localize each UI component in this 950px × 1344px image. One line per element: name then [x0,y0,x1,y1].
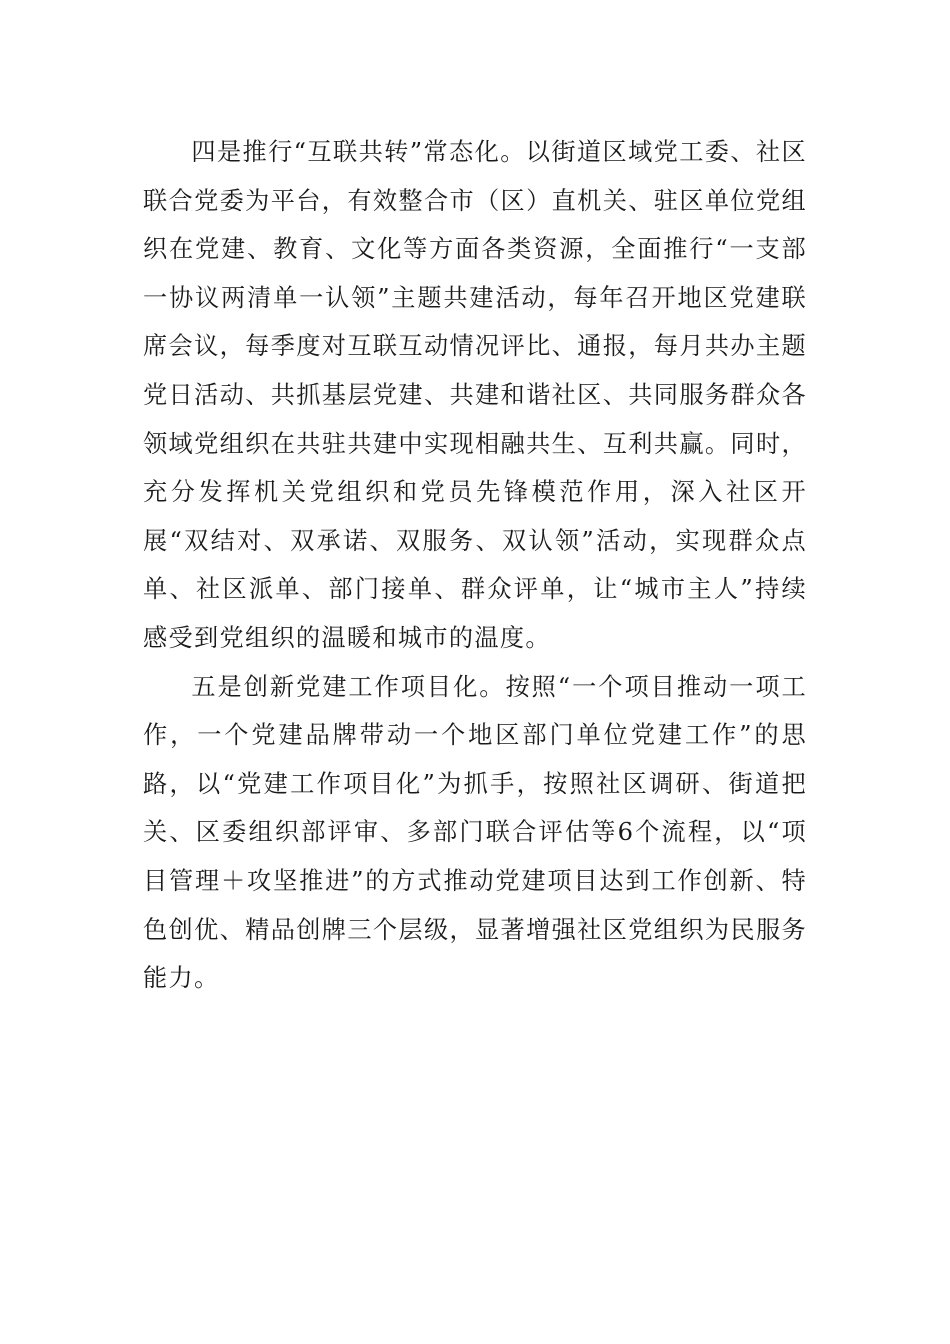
paragraph-four: 四是推行“互联共转”常态化。以街道区域党工委、社区联合党委为平台，有效整合市（区）直机关、驻区单位党组织在党建、教育、文化等方面各类资源，全面推行“一支部一协议两清单一认领”主题共建活动，每年召开地区党建联席会议，每季度对互联互动情况评比、通报，每月共办主题党日活动、共抓基层党建、共建和谐社区、共同服务群众各领域党组织在共驻共建中实现相融共生、互利共赢。同时，充分发挥机关党组织和党员先锋模范作用，深入社区开展“双结对、双承诺、双服务、双认领”活动，实现群众点单、社区派单、部门接单、群众评单，让“城市主人”持续感受到党组织的温暖和城市的温度。 [143,138,807,652]
document-body [143,128,807,1003]
paragraph-five: 五是创新党建工作项目化。按照“一个项目推动一项工作，一个党建品牌带动一个地区部门单位党建工作”的思路，以“党建工作项目化”为抓手，按照社区调研、街道把关、区委组织部评审、多部门联合评估等6个流程，以“项目管理＋攻坚推进”的方式推动党建项目达到工作创新、特色创优、精品创牌三个层级，显著增强社区党组织为民服务能力。 [143,672,807,993]
